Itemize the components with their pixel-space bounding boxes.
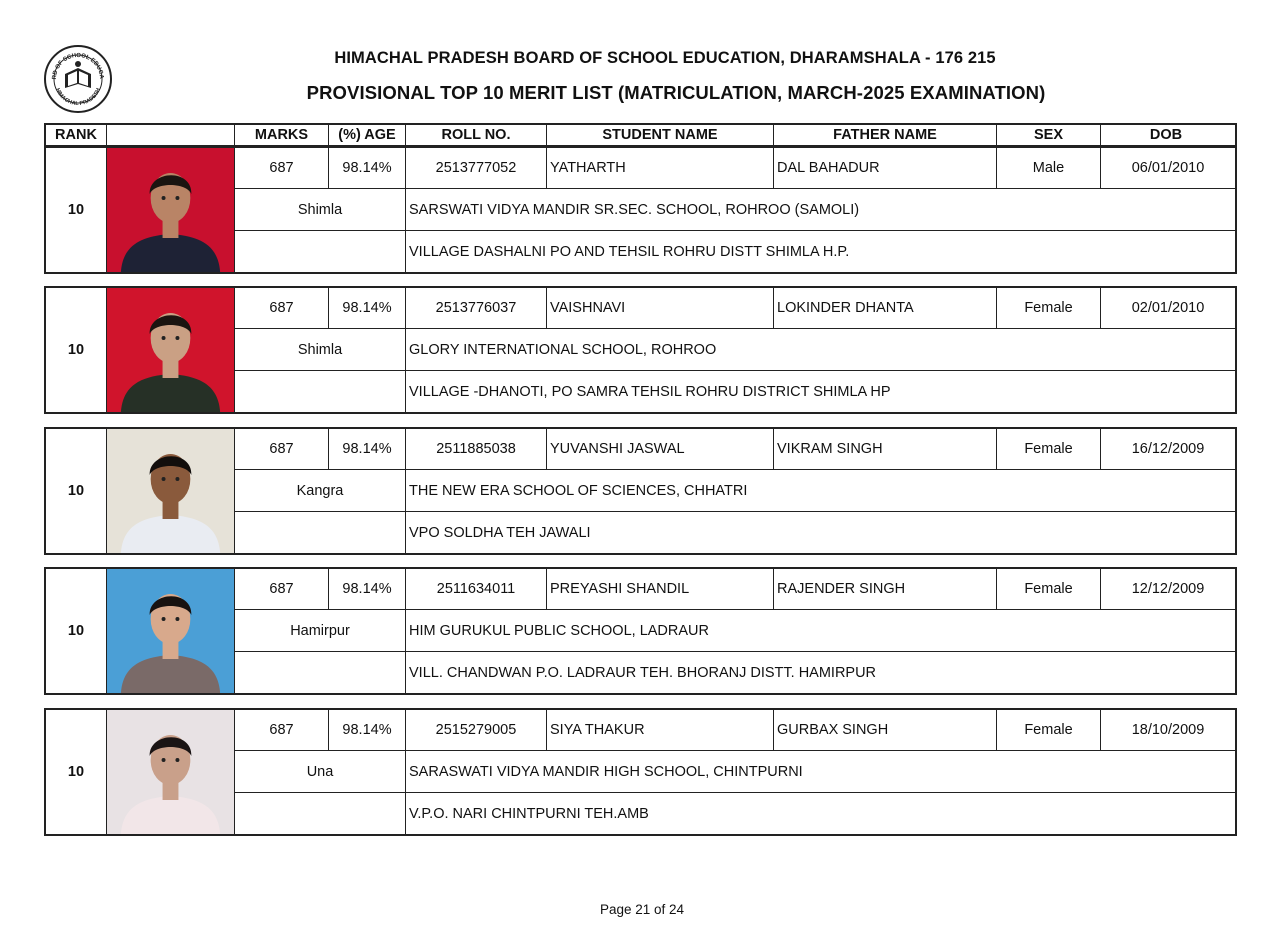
sex-value: Female	[997, 288, 1101, 329]
father-name-value: DAL BAHADUR	[774, 148, 997, 189]
empty-cell	[235, 652, 406, 693]
page-header	[0, 0, 1280, 120]
col-rank: RANK	[46, 125, 107, 145]
logo-text-top: RD OF SCHOOL EDUCA	[51, 52, 105, 80]
marks-value: 687	[235, 569, 329, 610]
father-name-value: GURBAX SINGH	[774, 710, 997, 751]
student-name-value: YUVANSHI JASWAL	[547, 429, 774, 470]
address-value: VPO SOLDHA TEH JAWALI	[409, 524, 591, 541]
marks-value: 687	[235, 148, 329, 189]
col-father-name: FATHER NAME	[774, 125, 997, 145]
logo-text-bottom: HIMACHAL PRADESH	[54, 87, 102, 108]
percentage-value: 98.14%	[329, 569, 406, 610]
marks-value: 687	[235, 710, 329, 751]
empty-cell	[235, 512, 406, 553]
student-photo	[107, 710, 235, 834]
percentage-value: 98.14%	[329, 288, 406, 329]
student-name-value: SIYA THAKUR	[547, 710, 774, 751]
merit-record	[44, 427, 1237, 555]
marks-value: 687	[235, 429, 329, 470]
school-name-value: THE NEW ERA SCHOOL OF SCIENCES, CHHATRI	[406, 470, 1235, 512]
father-name-value: RAJENDER SINGH	[774, 569, 997, 610]
dob-value: 02/01/2010	[1101, 288, 1235, 329]
rank-value: 10	[46, 710, 107, 834]
roll-no-value: 2513776037	[406, 288, 547, 329]
roll-no-value: 2513777052	[406, 148, 547, 189]
sex-value: Male	[997, 148, 1101, 189]
roll-no-value: 2515279005	[406, 710, 547, 751]
merit-record	[44, 567, 1237, 695]
student-name-value: PREYASHI SHANDIL	[547, 569, 774, 610]
district-value: Shimla	[235, 189, 406, 231]
empty-cell	[235, 371, 406, 412]
col-sex: SEX	[997, 125, 1101, 145]
school-name-value: HIM GURUKUL PUBLIC SCHOOL, LADRAUR	[406, 610, 1235, 652]
school-name-value: SARASWATI VIDYA MANDIR HIGH SCHOOL, CHINTPURNI	[406, 751, 1235, 793]
col-dob: DOB	[1149, 127, 1183, 143]
student-photo	[107, 288, 235, 412]
dob-value: 12/12/2009	[1101, 569, 1235, 610]
dob-value: 06/01/2010	[1101, 148, 1235, 189]
percentage-value: 98.14%	[329, 710, 406, 751]
student-photo	[107, 569, 235, 693]
marks-value: 687	[235, 288, 329, 329]
address-value: VILL. CHANDWAN P.O. LADRAUR TEH. BHORANJ DISTT. HAMIRPUR	[409, 664, 877, 681]
address-value: V.P.O. NARI CHINTPURNI TEH.AMB	[409, 805, 649, 822]
col-photo	[107, 125, 235, 145]
sex-value: Female	[997, 569, 1101, 610]
rank-value: 10	[46, 429, 107, 553]
merit-list-title: PROVISIONAL TOP 10 MERIT LIST (MATRICULATION, MARCH-2025 EXAMINATION)	[306, 82, 1046, 103]
dob-value: 16/12/2009	[1101, 429, 1235, 470]
empty-cell	[235, 793, 406, 834]
col-student-name: STUDENT NAME	[547, 125, 774, 145]
school-name-value: SARSWATI VIDYA MANDIR SR.SEC. SCHOOL, ROHROO (SAMOLI)	[406, 189, 1235, 231]
district-value: Shimla	[235, 329, 406, 371]
merit-record	[44, 146, 1237, 274]
col-percentage: (%) AGE	[329, 125, 406, 145]
father-name-value: LOKINDER DHANTA	[774, 288, 997, 329]
page-number: Page 21 of 24	[599, 902, 685, 917]
address-value: VILLAGE -DHANOTI, PO SAMRA TEHSIL ROHRU DISTRICT SHIMLA HP	[409, 383, 891, 400]
student-name-value: VAISHNAVI	[547, 288, 774, 329]
address-value: VILLAGE DASHALNI PO AND TEHSIL ROHRU DISTT SHIMLA H.P.	[409, 243, 850, 260]
district-value: Una	[235, 751, 406, 793]
percentage-value: 98.14%	[329, 429, 406, 470]
rank-value: 10	[46, 148, 107, 272]
student-photo	[107, 429, 235, 553]
district-value: Kangra	[235, 470, 406, 512]
student-name-value: YATHARTH	[547, 148, 774, 189]
student-photo	[107, 148, 235, 272]
merit-record	[44, 286, 1237, 414]
father-name-value: VIKRAM SINGH	[774, 429, 997, 470]
roll-no-value: 2511885038	[406, 429, 547, 470]
column-header-row	[44, 123, 1237, 147]
empty-cell	[235, 231, 406, 272]
col-roll-no: ROLL NO.	[406, 125, 547, 145]
rank-value: 10	[46, 569, 107, 693]
sex-value: Female	[997, 429, 1101, 470]
school-name-value: GLORY INTERNATIONAL SCHOOL, ROHROO	[406, 329, 1235, 371]
merit-record	[44, 708, 1237, 836]
rank-value: 10	[46, 288, 107, 412]
sex-value: Female	[997, 710, 1101, 751]
percentage-value: 98.14%	[329, 148, 406, 189]
roll-no-value: 2511634011	[406, 569, 547, 610]
board-title: HIMACHAL PRADESH BOARD OF SCHOOL EDUCATION, DHARAMSHALA - 176 215	[334, 49, 996, 67]
col-marks: MARKS	[235, 125, 329, 145]
dob-value: 18/10/2009	[1101, 710, 1235, 751]
district-value: Hamirpur	[235, 610, 406, 652]
